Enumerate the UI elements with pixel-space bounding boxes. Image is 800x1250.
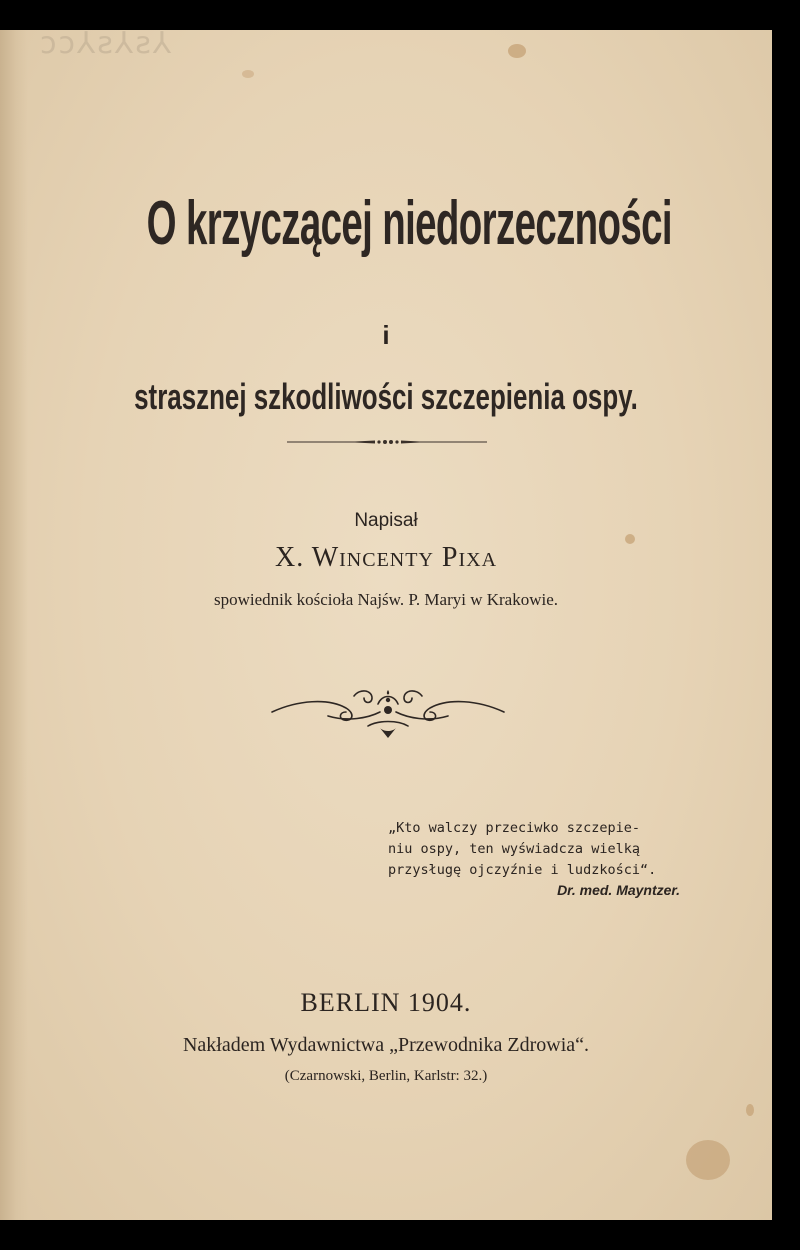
title-conjunction: i bbox=[382, 320, 390, 350]
epigraph-line: niu ospy, ten wyświadcza wielką bbox=[388, 841, 640, 857]
title-page bbox=[0, 30, 772, 1220]
decorative-rule bbox=[287, 434, 487, 450]
imprint-publisher: Nakładem Wydawnictwa „Przewodnika Zdrowia“. bbox=[182, 1034, 590, 1056]
foxing-stain bbox=[746, 1104, 754, 1116]
epigraph-line: „Kto walczy przeciwko szczepie- bbox=[388, 820, 640, 836]
epigraph-line: przysługę ojczyźnie i ludzkości“. bbox=[388, 862, 657, 878]
author-name: X. Wincenty Pixa bbox=[274, 542, 498, 573]
epigraph bbox=[388, 818, 680, 901]
imprint-address: (Czarnowski, Berlin, Karlstr: 32.) bbox=[284, 1068, 488, 1084]
pencil-marking: ↄↄ⅄ƨ⅄ƨ⅄ bbox=[40, 30, 174, 61]
foxing-stain bbox=[686, 1140, 730, 1180]
ornament-vignette bbox=[268, 682, 508, 742]
foxing-stain bbox=[508, 44, 526, 58]
imprint-place-year: BERLIN 1904. bbox=[300, 988, 472, 1017]
book-subtitle: strasznej szkodliwości szczepienia ospy. bbox=[134, 376, 638, 417]
book-title: O krzyczącej niedorzeczności bbox=[146, 189, 672, 258]
foxing-stain bbox=[242, 70, 254, 78]
epigraph-attribution: Dr. med. Mayntzer. bbox=[557, 882, 680, 898]
written-by-label: Napisał bbox=[354, 510, 418, 531]
author-affiliation: spowiednik kościoła Najśw. P. Maryi w Krakowie. bbox=[213, 590, 559, 609]
